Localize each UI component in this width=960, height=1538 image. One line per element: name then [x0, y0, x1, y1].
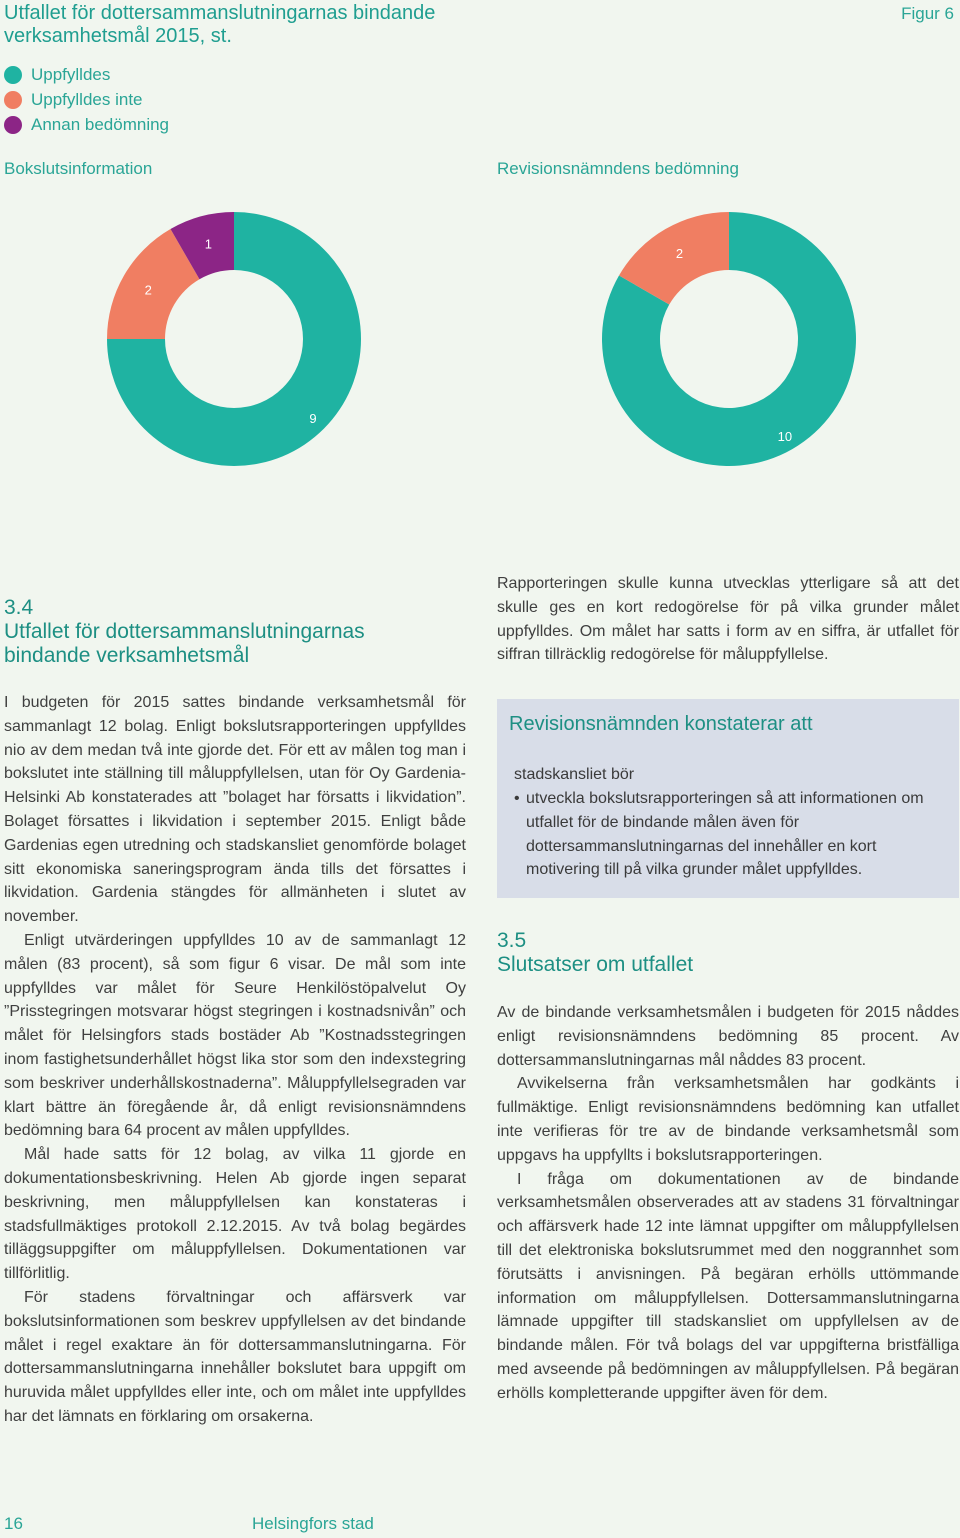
sentence: För två bolags del var uppgifterna bristfälliga med avseende på bedömningen av måluppfyllelsen. [497, 1337, 960, 1378]
sentence: Bolaget försattes i likvidation i september 2015. [4, 812, 371, 830]
sentence: Enligt utvärderingen uppfylldes 10 av de sammanlagt 12 målen (83 procent), så som figur 6 visar. [4, 931, 466, 973]
legend-dot-icon [4, 91, 22, 109]
sentence: Gardenia stängdes för allmänheten i slutet av november. [4, 884, 467, 926]
box-bullet-item [514, 787, 954, 882]
sentence: De mål som inte uppfylldes var målet för Seure Henkilöstöpalvelut Oy ”Prisstegringen motsvarar högst stegringen i kostnadsnivån” och målet för Helsingfors stads bostäder Ab ”Kostnadsstegringen inom fastighetsunderhållet högst lika stor som den indexstegring som beskriver underhållskostnaderna”. [4, 955, 467, 1092]
bullet-icon: • [514, 790, 520, 807]
sentence: På begäran erhölls uttömmande information om måluppfyllelsen. [497, 1265, 960, 1307]
donut-data-label: 2 [675, 246, 684, 262]
paragraph [497, 572, 959, 667]
conclusion-box [497, 699, 959, 898]
sentence: I fråga om dokumentationen av de bindande verksamhetsmålen observerades att av stadens 31 förvaltningar och affärsverk hade 12 inte lämnat uppgifter om måluppfyllelsen till det elektroniska bokslutsrummet med den noggrannhet som förutsätts i anvisningen. [497, 1170, 959, 1283]
donut-data-label: 2 [144, 282, 152, 298]
sentence: Helen Ab gjorde ingen separat beskrivning, men måluppfyllelsen kan konstateras i stadsfullmäktiges protokoll 2.12.2015. [4, 1169, 466, 1235]
legend-dot-icon [4, 66, 22, 84]
sentence: Av de bindande verksamhetsmålen i budgeten för 2015 nåddes enligt revisionsnämndens bedömning 85 procent. [497, 1004, 959, 1045]
legend-item-other [4, 115, 169, 135]
legend-label: Annan bedömning [31, 115, 170, 134]
chart-title-bokslut: Bokslutsinformation [4, 159, 153, 178]
sentence: På begäran erhölls kompletterande uppgifter även för dem. [497, 1360, 959, 1402]
section-number: 3.4 [4, 596, 34, 619]
sentence: För ett av målen tog man i bokslutet inte ställning till måluppfyllelsen, utan för Oy Gardenia-Helsinki Ab konstaterades att ”bolaget har försatts i likvidation”. [4, 741, 466, 807]
footer-organization: Helsingfors stad [252, 1514, 374, 1533]
section-35-body [497, 1001, 959, 1406]
page-number: 16 [4, 1514, 23, 1533]
sentence: För dottersammanslutningarna innehåller bokslutet bara uppgift om huruvida målet uppfylldes eller inte, och om målet inte uppfylldes har det lämnats en förklaring om orsakerna. [4, 1336, 466, 1425]
legend-item-fulfilled [4, 65, 110, 85]
section-title: Slutsatser om utfallet [497, 953, 694, 976]
sentence: Rapporteringen skulle kunna utvecklas ytterligare så att det skulle ges en kort redogörelse för på vilka grunder målet uppfylldes. [497, 575, 959, 640]
sentence: Enligt revisionsnämndens bedömning kan utfallet inte verifieras för tre av de bindande verksamhetsmål som uppgavs ha uppfyllts i bokslutsrapporteringen. [497, 1099, 959, 1164]
section-number: 3.5 [497, 929, 527, 952]
sentence: Dottersammanslutningarna lämnade uppgifter till stadskansliet om uppfyllelsen av de bindande målen. [497, 1289, 959, 1355]
box-lead: stadskansliet bör [514, 766, 635, 783]
sentence: Om målet har satts i form av en siffra, är utfallet för siffran tillräcklig redogörelse för måluppfyllelse. [497, 622, 959, 664]
sentence: Måluppfyllelsegraden var klart bättre än föregående år, då enligt revisionsnämndens bedömning bara 64 procent av målen uppfylldes. [4, 1074, 467, 1140]
sentence: Av två bolag begärdes tilläggsuppgifter om måluppfyllelsen. [4, 1217, 466, 1259]
donut-chart-bokslut [100, 205, 368, 473]
section-34-continuation [497, 572, 959, 667]
paragraph [4, 1143, 466, 1286]
legend-label: Uppfylldes inte [31, 90, 143, 109]
sentence: För stadens förvaltningar och affärsverk var bokslutsinformationen som beskrev uppfyllelsen av det bindande målet i regel exaktare än för dottersammanslutningarna. [4, 1288, 466, 1354]
paragraph [497, 1072, 959, 1167]
legend-label: Uppfylldes [31, 65, 111, 84]
section-title-line2: bindande verksamhetsmål [4, 644, 250, 667]
legend-item-not-fulfilled [4, 90, 143, 110]
sentence: Dokumentationen var tillförlitlig. [4, 1241, 466, 1283]
donut-chart-revision [595, 205, 863, 473]
box-bullet-text: utveckla bokslutsrapporteringen så att informationen om utfallet för de bindande målen även för dottersammanslutningarnas del innehåller en kort motivering till på vilka grunder målet uppfylldes. [526, 790, 924, 879]
legend-dot-icon [4, 116, 22, 134]
sentence: Enligt bokslutsrapporteringen uppfylldes nio av dem medan två inte gjorde det. [4, 717, 466, 759]
paragraph [4, 1286, 466, 1429]
donut-data-label: 9 [309, 411, 317, 427]
sentence: Mål hade satts för 12 bolag, av vilka 11 gjorde en dokumentationsbeskrivning. [4, 1146, 466, 1187]
paragraph [497, 1001, 959, 1072]
sentence: Enligt både Gardenias egen utredning och stadskansliet genomförde bolaget sitt ekonomiska saneringsprogram ända tills det försattes i likvidation. [4, 812, 466, 902]
paragraph [497, 1168, 959, 1406]
sentence: Av dottersammanslutningarnas mål nåddes 83 procent. [497, 1027, 959, 1069]
paragraph [4, 691, 466, 929]
section-34-body [4, 691, 466, 1429]
section-title-line1: Utfallet för dottersammanslutningarnas [4, 620, 365, 643]
box-title: Revisionsnämnden konstaterar att [509, 713, 813, 735]
donut-data-label: 1 [204, 236, 212, 252]
paragraph [4, 929, 466, 1143]
sentence: Avvikelserna från verksamhetsmålen har godkänts i fullmäktige. [497, 1075, 959, 1117]
sentence: I budgeten för 2015 sattes bindande verksamhetsmål för sammanlagt 12 bolag. [4, 694, 466, 735]
figure-title: Utfallet för dottersammanslutningarnas bindande verksamhetsmål 2015, st. [4, 2, 436, 47]
donut-data-label: 10 [777, 428, 793, 444]
figure-label: Figur 6 [901, 4, 954, 23]
chart-title-revision: Revisionsnämndens bedömning [497, 159, 739, 178]
